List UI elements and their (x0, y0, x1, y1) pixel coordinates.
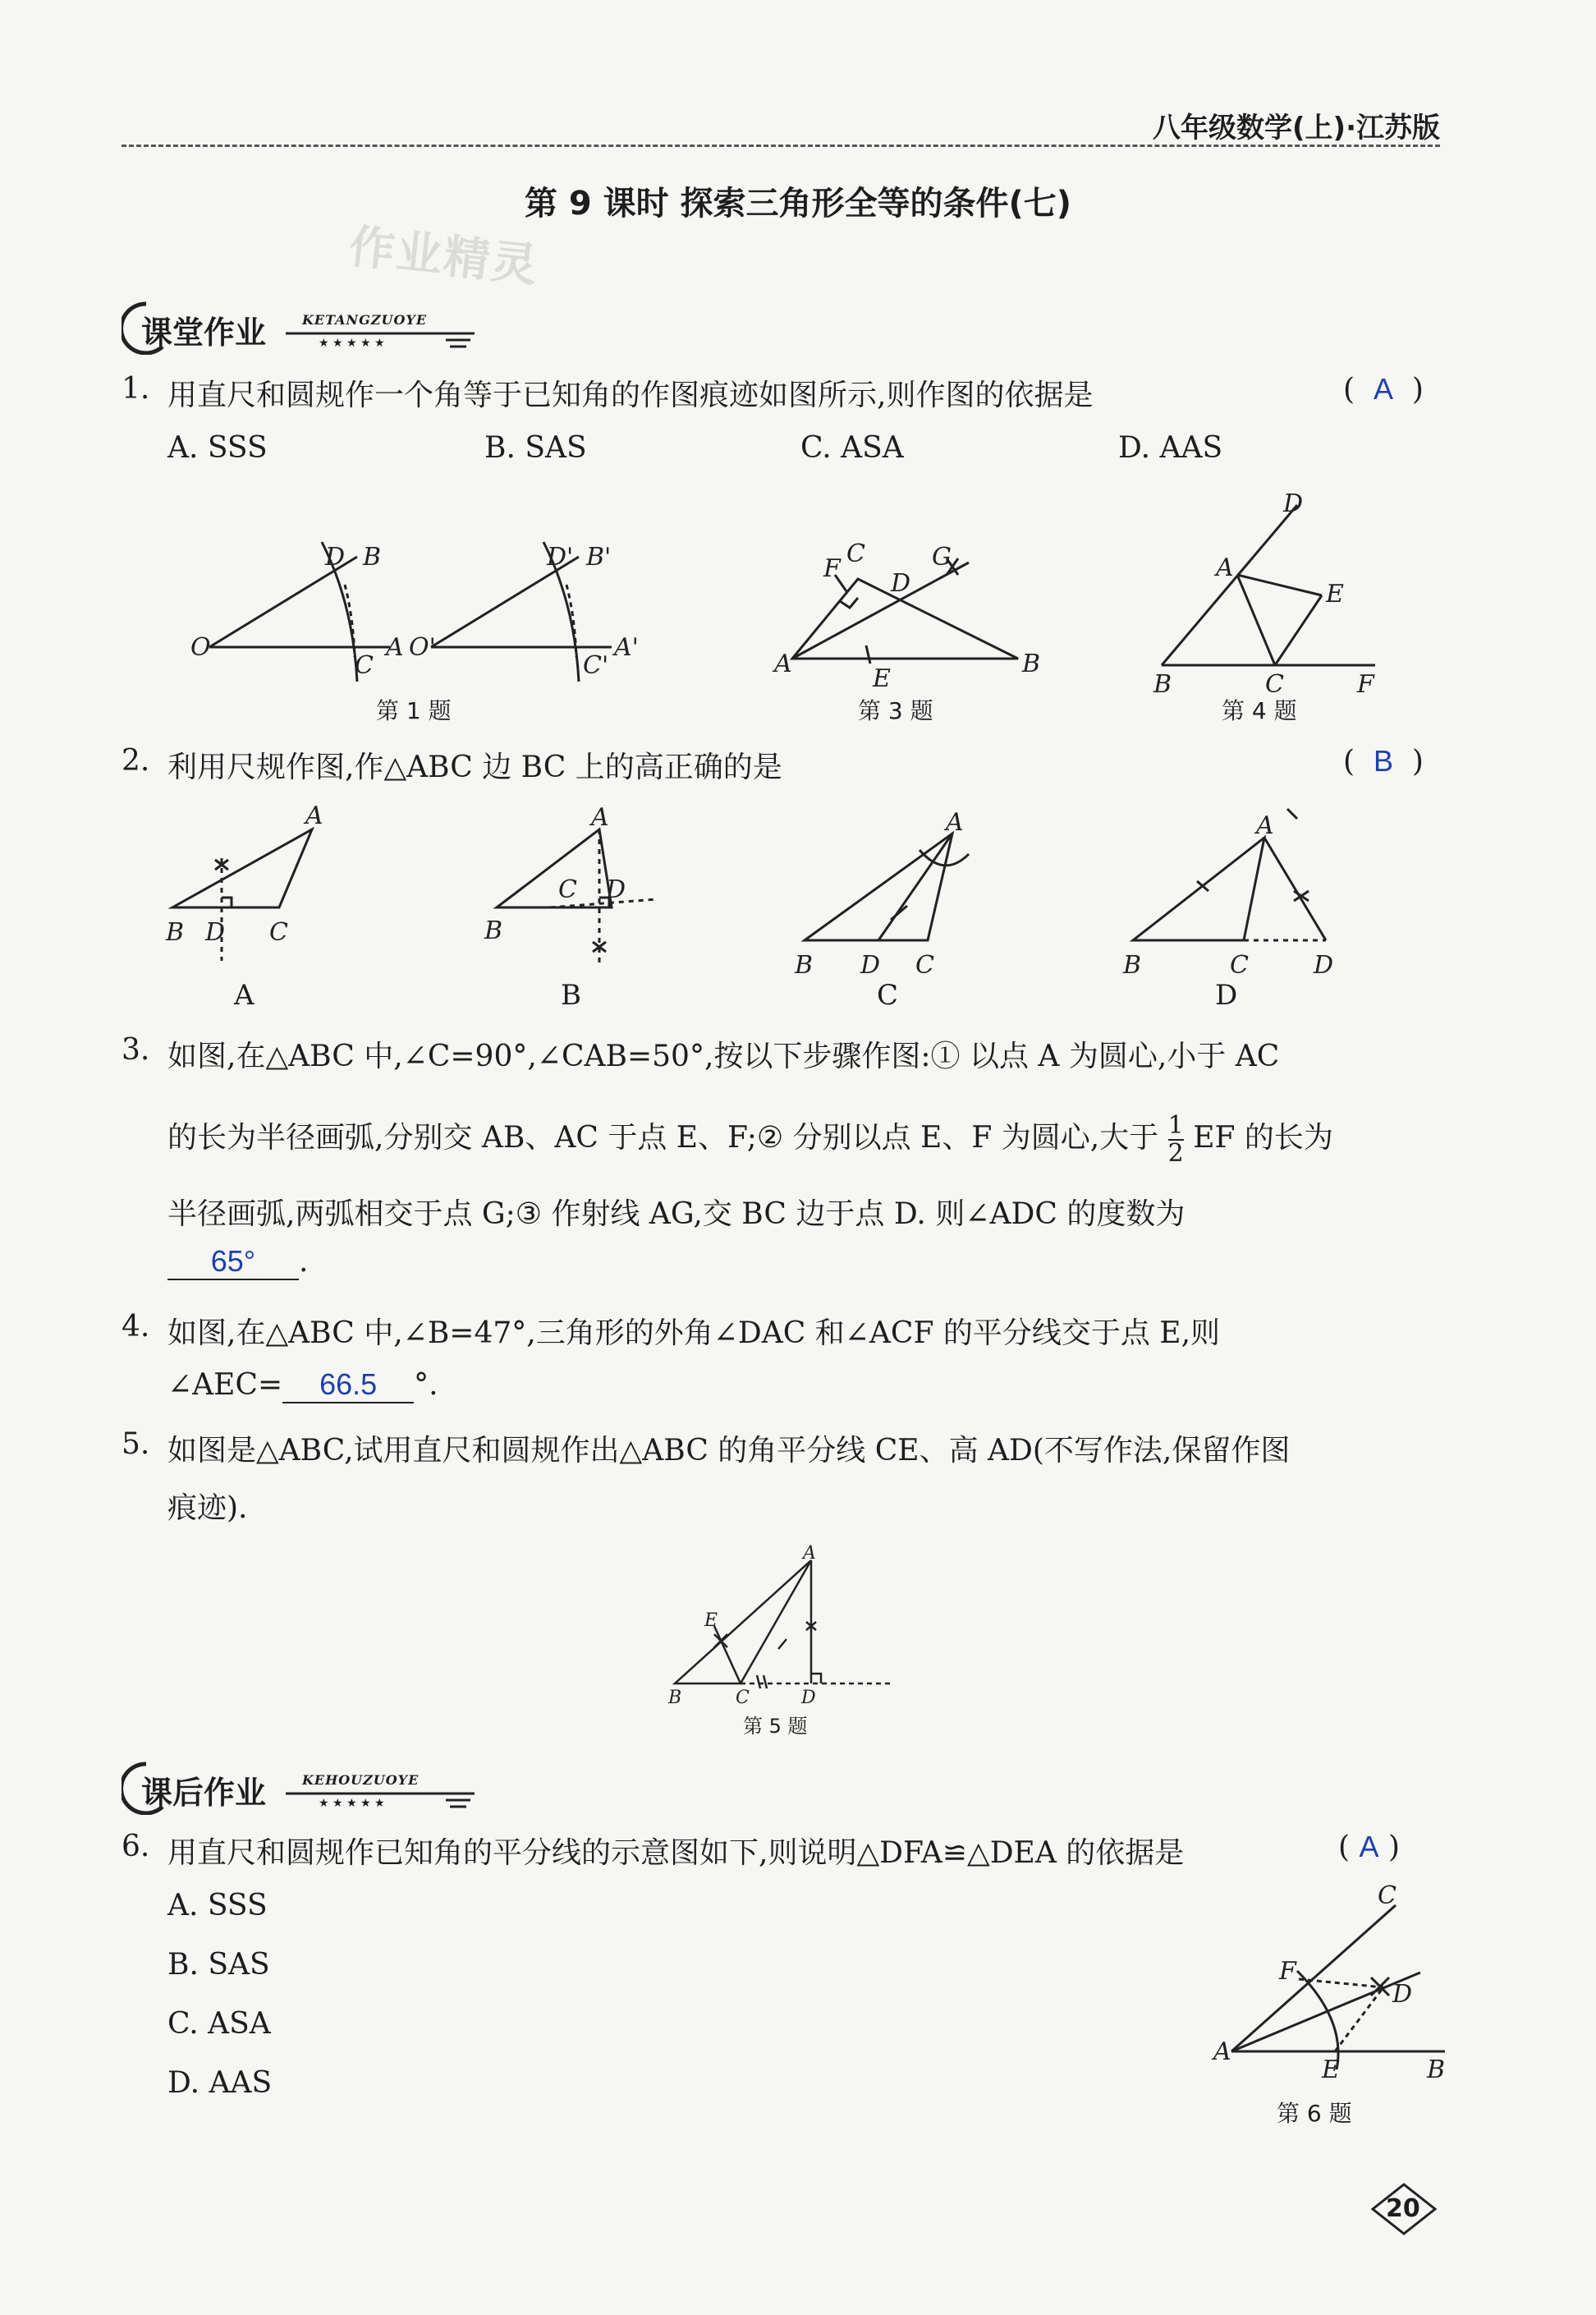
section-title: 课后作业 (141, 1775, 267, 1811)
header-divider (122, 145, 1440, 147)
q6-answer: A (1359, 1830, 1379, 1863)
svg-text:D: D (801, 1688, 816, 1708)
svg-text:O': O' (409, 633, 436, 662)
figure-4-caption: 第 4 题 (1222, 697, 1297, 724)
figure-6 (1207, 1881, 1470, 2094)
svg-text:A': A' (614, 633, 639, 662)
svg-text:A: A (386, 633, 404, 662)
svg-text:D: D (1283, 489, 1304, 518)
figure-4 (1137, 489, 1408, 694)
q3-answer: 65° (210, 1244, 256, 1278)
q6-option-a: A. SSS (167, 1889, 268, 1922)
q4-prefix: ∠AEC= (167, 1368, 283, 1402)
svg-text:D: D (205, 918, 226, 947)
svg-text:E: E (1322, 2055, 1340, 2084)
q1-option-a: A. SSS (167, 431, 268, 465)
svg-text:A: A (1256, 811, 1274, 840)
svg-text:E: E (873, 664, 891, 690)
svg-text:C: C (846, 540, 865, 568)
svg-text:C: C (355, 651, 374, 680)
q3-fraction (1168, 1113, 1184, 1167)
q5-line-1: 如图是△ABC,试用直尺和圆规作出△ABC 的角平分线 CE、高 AD(不写作法,保留作图 (167, 1434, 1291, 1468)
watermark: 作业精灵 (346, 220, 542, 293)
svg-text:A: A (803, 1544, 816, 1564)
svg-text:C: C (558, 875, 577, 904)
section-stars: ★ ★ ★ ★ ★ (319, 337, 385, 350)
q1-answer-box: ( A ) (1343, 372, 1424, 407)
q3-frac-den: 2 (1167, 1139, 1184, 1168)
section-subtitle: KETANGZUOYE (302, 312, 428, 328)
section-header-after (122, 1757, 483, 1815)
svg-text:A: A (591, 803, 609, 832)
book-header: 八年级数学(上)·江苏版 (1153, 112, 1440, 145)
svg-text:B: B (166, 918, 185, 947)
q3-line-2a: 的长为半径画弧,分别交 AB、AC 于点 E、F;② 分别以点 E、F 为圆心,大于 (167, 1121, 1159, 1155)
q2-answer-box: ( B ) (1343, 744, 1424, 779)
q6-number: 6. (122, 1830, 150, 1863)
svg-text:F: F (1357, 670, 1374, 694)
svg-text:B: B (1427, 2055, 1446, 2084)
q4-suffix: °. (414, 1368, 438, 1402)
q1-number: 1. (122, 372, 150, 406)
svg-text:B': B' (586, 543, 612, 572)
svg-text:B: B (1153, 670, 1172, 694)
q3-line-1: 如图,在△ABC 中,∠C=90°,∠CAB=50°,按以下步骤作图:① 以点 A 为圆心,小于 AC (167, 1040, 1280, 1073)
figure-6-caption: 第 6 题 (1277, 2100, 1352, 2127)
q3-line-3: 半径画弧,两弧相交于点 G;③ 作射线 AG,交 BC 边于点 D. 则∠ADC 的度数为 (167, 1197, 1186, 1231)
q3-number: 3. (122, 1033, 150, 1067)
q6-answer-box: ( A ) (1338, 1830, 1401, 1864)
q3-line-2b: EF 的长为 (1193, 1121, 1333, 1155)
q1-option-c: C. ASA (800, 431, 904, 465)
q2-label-a: A (234, 979, 255, 1012)
q1-option-d: D. AAS (1118, 431, 1223, 465)
q4-line-1: 如图,在△ABC 中,∠B=47°,三角形的外角∠DAC 和∠ACF 的平分线交于点 E,则 (167, 1316, 1221, 1350)
svg-text:D: D (606, 875, 626, 904)
svg-text:B: B (1123, 951, 1142, 980)
svg-text:B: B (1022, 650, 1041, 678)
svg-text:C: C (1378, 1881, 1396, 1910)
q1-text: 用直尺和圆规作一个角等于已知角的作图痕迹如图所示,则作图的依据是 (167, 379, 1094, 412)
figure-1 (181, 526, 673, 690)
q1-answer: A (1373, 372, 1393, 406)
svg-text:D: D (1314, 951, 1334, 980)
section-title: 课堂作业 (141, 315, 267, 351)
q6-text: 用直尺和圆规作已知角的平分线的示意图如下,则说明△DFA≌△DEA 的依据是 (167, 1836, 1185, 1870)
svg-text:C: C (269, 918, 288, 947)
svg-text:F: F (1279, 1957, 1296, 1986)
q3-frac-num: 1 (1167, 1111, 1184, 1140)
svg-text:D': D' (547, 543, 574, 572)
figure-1-caption: 第 1 题 (376, 697, 452, 724)
q2-label-c: C (877, 979, 899, 1012)
svg-text:B: B (668, 1688, 682, 1708)
svg-text:F: F (823, 554, 841, 583)
q3-answer-line (167, 1244, 308, 1280)
lesson-title: 第 9 课时 探索三角形全等的条件(七) (524, 185, 1072, 223)
q1-option-b: B. SAS (484, 431, 587, 465)
q5-line-2: 痕迹). (167, 1491, 248, 1525)
svg-text:A: A (774, 650, 792, 678)
svg-text:G: G (932, 543, 952, 572)
q6-option-d: D. AAS (167, 2066, 273, 2100)
q4-answer-line (167, 1367, 438, 1403)
svg-text:C': C' (583, 651, 609, 680)
q4-answer: 66.5 (319, 1367, 378, 1401)
q2-label-d: D (1215, 979, 1238, 1012)
svg-text:C: C (1265, 670, 1284, 694)
q3-end: . (299, 1245, 309, 1279)
svg-text:B: B (484, 916, 503, 945)
q6-option-c: C. ASA (167, 2007, 271, 2041)
svg-text:B: B (795, 951, 814, 980)
svg-text:A: A (305, 802, 323, 830)
q2-number: 2. (122, 744, 150, 778)
q2-figures (156, 801, 1363, 981)
svg-text:C: C (1230, 951, 1249, 980)
svg-text:D: D (891, 569, 911, 598)
svg-text:D: D (325, 543, 346, 572)
svg-text:D: D (1392, 1980, 1413, 2009)
svg-text:D: D (860, 951, 881, 980)
svg-text:A: A (1213, 2037, 1231, 2066)
svg-text:E: E (1326, 580, 1344, 609)
svg-text:C: C (736, 1688, 750, 1708)
figure-5-caption: 第 5 题 (743, 1715, 808, 1738)
section-subtitle: KEHOUZUOYE (302, 1772, 420, 1788)
q4-number: 4. (122, 1310, 150, 1344)
q5-number: 5. (122, 1427, 150, 1461)
figure-3 (768, 526, 1047, 690)
q2-answer: B (1373, 744, 1393, 778)
svg-text:C: C (915, 951, 934, 980)
figure-3-caption: 第 3 题 (858, 697, 933, 724)
q6-option-b: B. SAS (167, 1948, 270, 1982)
svg-text:A: A (946, 808, 964, 837)
svg-text:O: O (190, 633, 211, 662)
section-stars: ★ ★ ★ ★ ★ (319, 1797, 385, 1810)
page-number: 20 (1386, 2194, 1420, 2223)
q2-text: 利用尺规作图,作△ABC 边 BC 上的高正确的是 (167, 751, 782, 784)
q3-line-2 (167, 1113, 1333, 1167)
svg-text:E: E (704, 1610, 718, 1631)
section-header-class (122, 297, 483, 355)
svg-text:A: A (1216, 553, 1234, 582)
figure-5 (665, 1544, 903, 1708)
svg-text:B: B (363, 543, 382, 572)
q2-label-b: B (561, 979, 581, 1012)
